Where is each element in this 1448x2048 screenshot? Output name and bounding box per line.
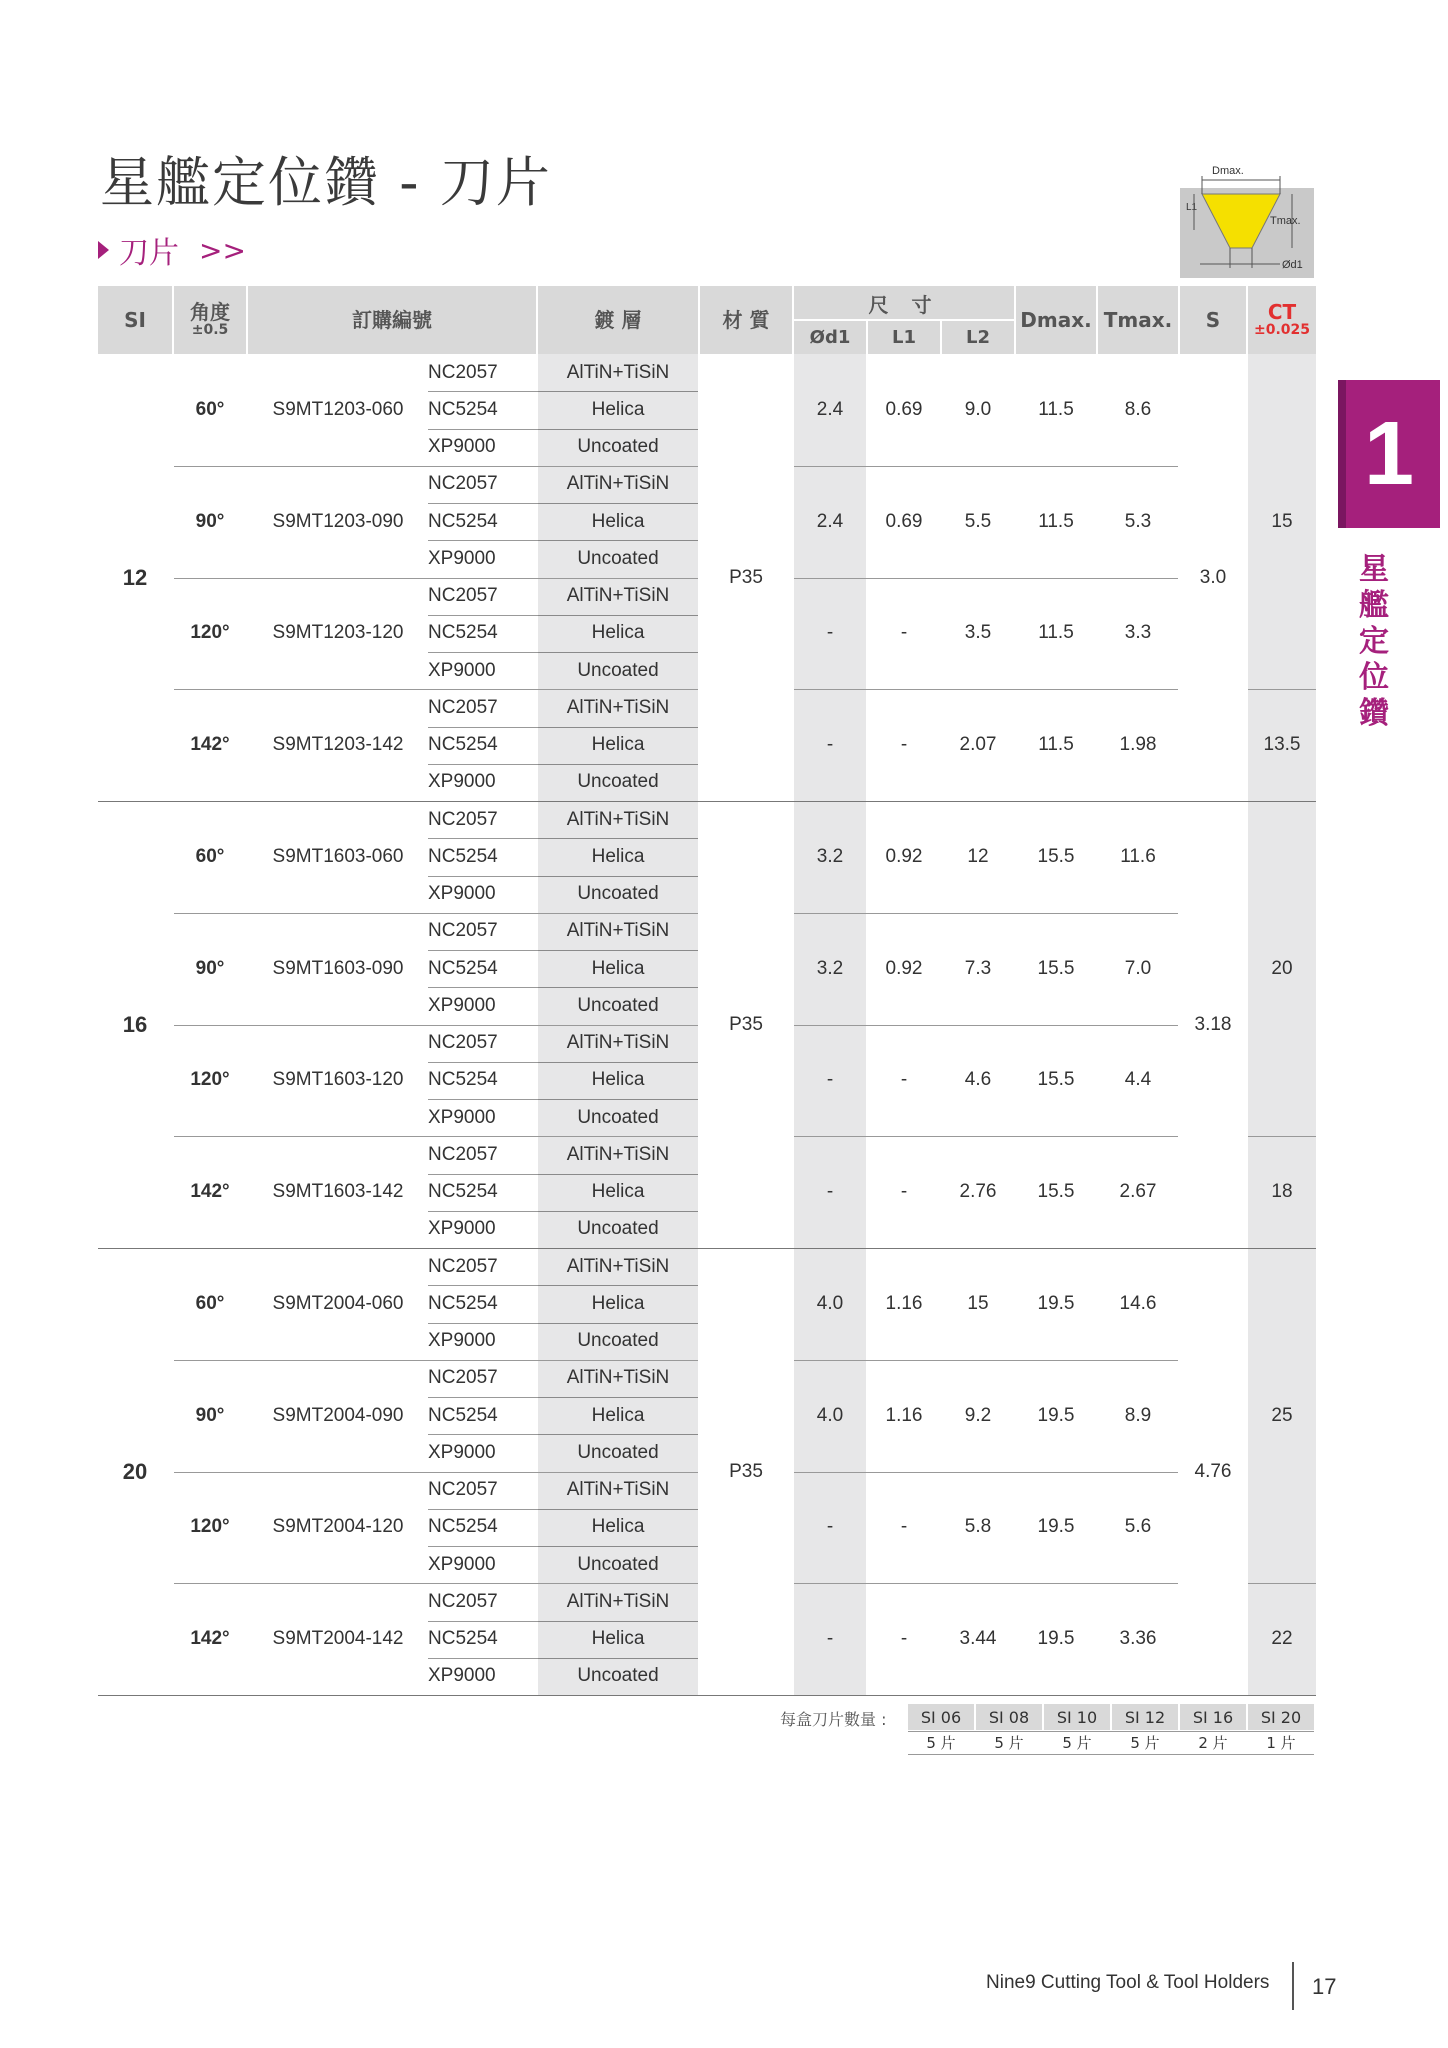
coating-cell: AlTiN+TiSiN (566, 1032, 670, 1054)
quantity-value-cell: 5 片 (1130, 1733, 1160, 1752)
grade-cell: NC2057 (428, 585, 498, 607)
coating-cell: Helica (591, 1069, 645, 1091)
dmax-cell: 11.5 (1038, 398, 1074, 420)
footer-company: Nine9 Cutting Tool & Tool Holders (986, 1972, 1270, 1993)
material-cell: P35 (729, 1013, 763, 1035)
order-code-cell: S9MT1603-060 (272, 845, 404, 867)
l1-cell: 1.16 (885, 1292, 923, 1314)
coating-cell: AlTiN+TiSiN (566, 361, 670, 383)
tmax-cell: 11.6 (1120, 845, 1156, 867)
coating-cell: Helica (591, 957, 645, 979)
subtitle-text: 刀片 (119, 236, 179, 271)
angle-cell: 60° (195, 398, 225, 420)
quantity-value-cell: 5 片 (1062, 1733, 1092, 1752)
tmax-cell: 7.0 (1124, 957, 1152, 979)
grade-cell: XP9000 (428, 1553, 496, 1575)
grade-cell: NC5254 (428, 845, 498, 867)
grade-cell: XP9000 (428, 1330, 496, 1352)
grade-cell: XP9000 (428, 883, 496, 905)
order-code-cell: S9MT1203-090 (272, 510, 404, 532)
quantity-size-cell: SI 06 (908, 1704, 974, 1730)
quantity-size-cell: SI 12 (1112, 1704, 1178, 1730)
coating-cell: AlTiN+TiSiN (566, 1255, 670, 1277)
quantity-size-cell: SI 10 (1044, 1704, 1110, 1730)
l2-cell: 15 (967, 1292, 989, 1314)
coating-cell: Helica (591, 1628, 645, 1650)
tmax-cell: 3.3 (1124, 622, 1152, 644)
angle-cell: 120° (190, 622, 230, 644)
tmax-cell: 3.36 (1119, 1628, 1157, 1650)
si-cell: 12 (122, 564, 148, 590)
ct-cell: 25 (1271, 1404, 1293, 1426)
l1-cell: 0.92 (885, 845, 923, 867)
coating-cell: AlTiN+TiSiN (566, 920, 670, 942)
tmax-cell: 1.98 (1119, 734, 1157, 756)
coating-cell: Helica (591, 1181, 645, 1203)
grade-cell: NC5254 (428, 1516, 498, 1538)
coating-cell: Helica (591, 510, 645, 532)
d1-cell: 2.4 (816, 398, 844, 420)
dmax-cell: 19.5 (1037, 1404, 1075, 1426)
quantity-size-cell: SI 08 (976, 1704, 1042, 1730)
ct-cell: 22 (1271, 1628, 1293, 1650)
coating-cell: Uncoated (577, 883, 659, 905)
insert-diagram-svg (1180, 160, 1314, 278)
header-ct-tolerance: ±0.025 (1253, 322, 1310, 339)
grade-cell: XP9000 (428, 1665, 496, 1687)
coating-cell: Helica (591, 622, 645, 644)
d1-cell: - (826, 734, 834, 756)
insert-spec-table (98, 286, 1316, 1687)
angle-cell: 142° (190, 1628, 230, 1650)
grade-cell: XP9000 (428, 659, 496, 681)
coating-cell: Helica (591, 845, 645, 867)
header-coating: 鍍 層 (594, 307, 642, 332)
ct-cell: 15 (1271, 510, 1293, 532)
material-cell: P35 (729, 1460, 763, 1482)
si-cell: 20 (122, 1458, 148, 1484)
grade-cell: NC5254 (428, 622, 498, 644)
d1-cell: 2.4 (816, 510, 844, 532)
tmax-cell: 5.3 (1124, 510, 1152, 532)
l1-cell: - (900, 1628, 908, 1650)
insert-dimension-diagram (1180, 160, 1314, 278)
l2-cell: 12 (967, 845, 989, 867)
grade-cell: NC5254 (428, 398, 498, 420)
tmax-cell: 8.9 (1124, 1404, 1152, 1426)
grade-cell: NC2057 (428, 920, 498, 942)
order-code-cell: S9MT1603-120 (272, 1069, 404, 1091)
order-code-cell: S9MT1603-142 (272, 1181, 404, 1203)
coating-cell: Uncoated (577, 994, 659, 1016)
header-l2: L2 (966, 326, 990, 348)
tmax-cell: 4.4 (1124, 1069, 1152, 1091)
angle-cell: 142° (190, 734, 230, 756)
tmax-cell: 2.67 (1119, 1181, 1157, 1203)
l2-cell: 4.6 (964, 1069, 992, 1091)
grade-cell: XP9000 (428, 1218, 496, 1240)
header-material: 材 質 (722, 307, 770, 332)
coating-cell: Helica (591, 734, 645, 756)
angle-cell: 60° (195, 845, 225, 867)
header-angle (174, 286, 246, 354)
angle-cell: 142° (190, 1181, 230, 1203)
header-order-number: 訂購編號 (352, 307, 432, 332)
grade-cell: NC5254 (428, 1069, 498, 1091)
dmax-cell: 19.5 (1037, 1628, 1075, 1650)
tmax-cell: 5.6 (1124, 1516, 1152, 1538)
d1-cell: - (826, 1628, 834, 1650)
coating-cell: Uncoated (577, 1665, 659, 1687)
d1-cell: 3.2 (816, 845, 844, 867)
section-subtitle (98, 228, 246, 272)
l1-cell: 0.69 (885, 510, 923, 532)
grade-cell: NC5254 (428, 1292, 498, 1314)
grade-cell: NC2057 (428, 361, 498, 383)
coating-cell: Helica (591, 1292, 645, 1314)
grade-cell: NC5254 (428, 957, 498, 979)
coating-cell: Helica (591, 398, 645, 420)
chapter-title-vertical: 星 艦 定 位 鑽 (1359, 552, 1389, 731)
header-angle-tolerance: ±0.5 (191, 322, 229, 339)
grade-cell: NC2057 (428, 1590, 498, 1612)
l2-cell: 3.44 (959, 1628, 997, 1650)
coating-cell: AlTiN+TiSiN (566, 1590, 670, 1612)
dmax-cell: 11.5 (1038, 734, 1074, 756)
l2-cell: 7.3 (964, 957, 992, 979)
l1-cell: - (900, 1069, 908, 1091)
angle-cell: 90° (195, 1404, 225, 1426)
l2-cell: 2.07 (959, 734, 997, 756)
l1-cell: 0.92 (885, 957, 923, 979)
quantity-value-cell: 5 片 (994, 1733, 1024, 1752)
header-si: SI (124, 307, 146, 332)
d1-cell: - (826, 1516, 834, 1538)
si-cell: 16 (122, 1011, 148, 1037)
page-number: 17 (1312, 1974, 1337, 1999)
header-d1: Ød1 (809, 326, 851, 348)
order-code-cell: S9MT1203-060 (272, 398, 404, 420)
grade-cell: NC2057 (428, 1255, 498, 1277)
l2-cell: 2.76 (959, 1181, 997, 1203)
tmax-cell: 14.6 (1119, 1292, 1157, 1314)
dmax-cell: 19.5 (1037, 1516, 1075, 1538)
header-tmax: Tmax. (1103, 307, 1173, 332)
order-code-cell: S9MT1603-090 (272, 957, 404, 979)
triangle-bullet-icon (98, 241, 109, 259)
table-header (98, 286, 1316, 354)
header-dmax: Dmax. (1020, 307, 1092, 332)
footer-divider (1292, 1962, 1294, 2010)
l2-cell: 5.5 (964, 510, 992, 532)
angle-cell: 120° (190, 1516, 230, 1538)
coating-cell: AlTiN+TiSiN (566, 696, 670, 718)
coating-cell: Uncoated (577, 1441, 659, 1463)
s-cell: 3.0 (1199, 566, 1227, 588)
tmax-label: Tmax. (1270, 215, 1301, 227)
grade-cell: NC2057 (428, 808, 498, 830)
l1-cell: 1.16 (885, 1404, 923, 1426)
coating-cell: AlTiN+TiSiN (566, 473, 670, 495)
header-s: S (1205, 307, 1221, 332)
dmax-cell: 11.5 (1038, 510, 1074, 532)
l1-cell: 0.69 (885, 398, 923, 420)
dmax-cell: 15.5 (1037, 1069, 1075, 1091)
header-angle-label: 角度 (190, 300, 230, 325)
d1-cell: 4.0 (816, 1292, 844, 1314)
tmax-cell: 8.6 (1124, 398, 1152, 420)
s-cell: 4.76 (1194, 1460, 1232, 1482)
grade-cell: XP9000 (428, 1441, 496, 1463)
grade-cell: NC5254 (428, 510, 498, 532)
l2-cell: 9.0 (964, 398, 992, 420)
order-code-cell: S9MT2004-090 (272, 1404, 404, 1426)
header-l1: L1 (892, 326, 916, 348)
coating-cell: Uncoated (577, 436, 659, 458)
ct-cell: 20 (1271, 957, 1293, 979)
ct-cell: 13.5 (1263, 734, 1301, 756)
l1-cell: - (900, 1516, 908, 1538)
l1-label: L1 (1186, 202, 1198, 213)
grade-cell: NC5254 (428, 1404, 498, 1426)
grade-cell: NC2057 (428, 1479, 498, 1501)
grade-cell: NC2057 (428, 1032, 498, 1054)
grade-cell: XP9000 (428, 994, 496, 1016)
quantity-value-cell: 1 片 (1266, 1733, 1296, 1752)
l2-cell: 3.5 (964, 622, 992, 644)
coating-cell: Helica (591, 1404, 645, 1426)
dmax-cell: 15.5 (1037, 957, 1075, 979)
quantity-value-cell: 5 片 (926, 1733, 956, 1752)
grade-cell: NC5254 (428, 734, 498, 756)
quantity-value-cell: 2 片 (1198, 1733, 1228, 1752)
dmax-label: Dmax. (1212, 165, 1244, 177)
dmax-cell: 15.5 (1037, 1181, 1075, 1203)
coating-cell: Uncoated (577, 547, 659, 569)
grade-cell: NC2057 (428, 473, 498, 495)
header-ct-label: CT (1267, 300, 1297, 325)
coating-cell: AlTiN+TiSiN (566, 808, 670, 830)
grade-cell: XP9000 (428, 1106, 496, 1128)
order-code-cell: S9MT2004-120 (272, 1516, 404, 1538)
order-code-cell: S9MT1203-120 (272, 622, 404, 644)
header-ct (1248, 286, 1316, 354)
coating-cell: Uncoated (577, 659, 659, 681)
grade-cell: NC2057 (428, 1367, 498, 1389)
s-cell: 3.18 (1194, 1013, 1232, 1035)
coating-cell: Uncoated (577, 1553, 659, 1575)
coating-cell: Helica (591, 1516, 645, 1538)
order-code-cell: S9MT2004-060 (272, 1292, 404, 1314)
angle-cell: 90° (195, 510, 225, 532)
grade-cell: XP9000 (428, 436, 496, 458)
l2-cell: 9.2 (964, 1404, 992, 1426)
d1-cell: - (826, 1069, 834, 1091)
coating-cell: Uncoated (577, 1218, 659, 1240)
quantity-size-cell: SI 20 (1248, 1704, 1314, 1730)
l2-cell: 5.8 (964, 1516, 992, 1538)
coating-cell: AlTiN+TiSiN (566, 1479, 670, 1501)
d1-cell: 3.2 (816, 957, 844, 979)
chapter-number: 1 (1363, 403, 1415, 504)
page-title: 星艦定位鑽 - 刀片 (100, 151, 552, 214)
grade-cell: NC5254 (428, 1181, 498, 1203)
d1-cell: - (826, 1181, 834, 1203)
coating-cell: Uncoated (577, 771, 659, 793)
angle-cell: 120° (190, 1069, 230, 1091)
header-size: 尺 寸 (868, 292, 940, 317)
grade-cell: NC2057 (428, 696, 498, 718)
order-code-cell: S9MT2004-142 (272, 1628, 404, 1650)
d1-cell: 4.0 (816, 1404, 844, 1426)
angle-cell: 90° (195, 957, 225, 979)
grade-cell: NC2057 (428, 1143, 498, 1165)
grade-cell: XP9000 (428, 547, 496, 569)
dmax-cell: 15.5 (1037, 845, 1075, 867)
subtitle-chevrons: >> (199, 233, 246, 267)
grade-cell: XP9000 (428, 771, 496, 793)
material-cell: P35 (729, 566, 763, 588)
coating-cell: AlTiN+TiSiN (566, 585, 670, 607)
dmax-cell: 11.5 (1038, 622, 1074, 644)
ct-cell: 18 (1271, 1181, 1293, 1203)
quantity-label: 每盒刀片數量 : (780, 1709, 887, 1729)
d1-label: Ød1 (1282, 259, 1303, 271)
coating-cell: Uncoated (577, 1106, 659, 1128)
dmax-cell: 19.5 (1037, 1292, 1075, 1314)
quantity-size-cell: SI 16 (1180, 1704, 1246, 1730)
d1-cell: - (826, 622, 834, 644)
grade-cell: NC5254 (428, 1628, 498, 1650)
l1-cell: - (900, 622, 908, 644)
angle-cell: 60° (195, 1292, 225, 1314)
coating-cell: Uncoated (577, 1330, 659, 1352)
order-code-cell: S9MT1203-142 (272, 734, 404, 756)
coating-cell: AlTiN+TiSiN (566, 1143, 670, 1165)
l1-cell: - (900, 1181, 908, 1203)
coating-cell: AlTiN+TiSiN (566, 1367, 670, 1389)
l1-cell: - (900, 734, 908, 756)
